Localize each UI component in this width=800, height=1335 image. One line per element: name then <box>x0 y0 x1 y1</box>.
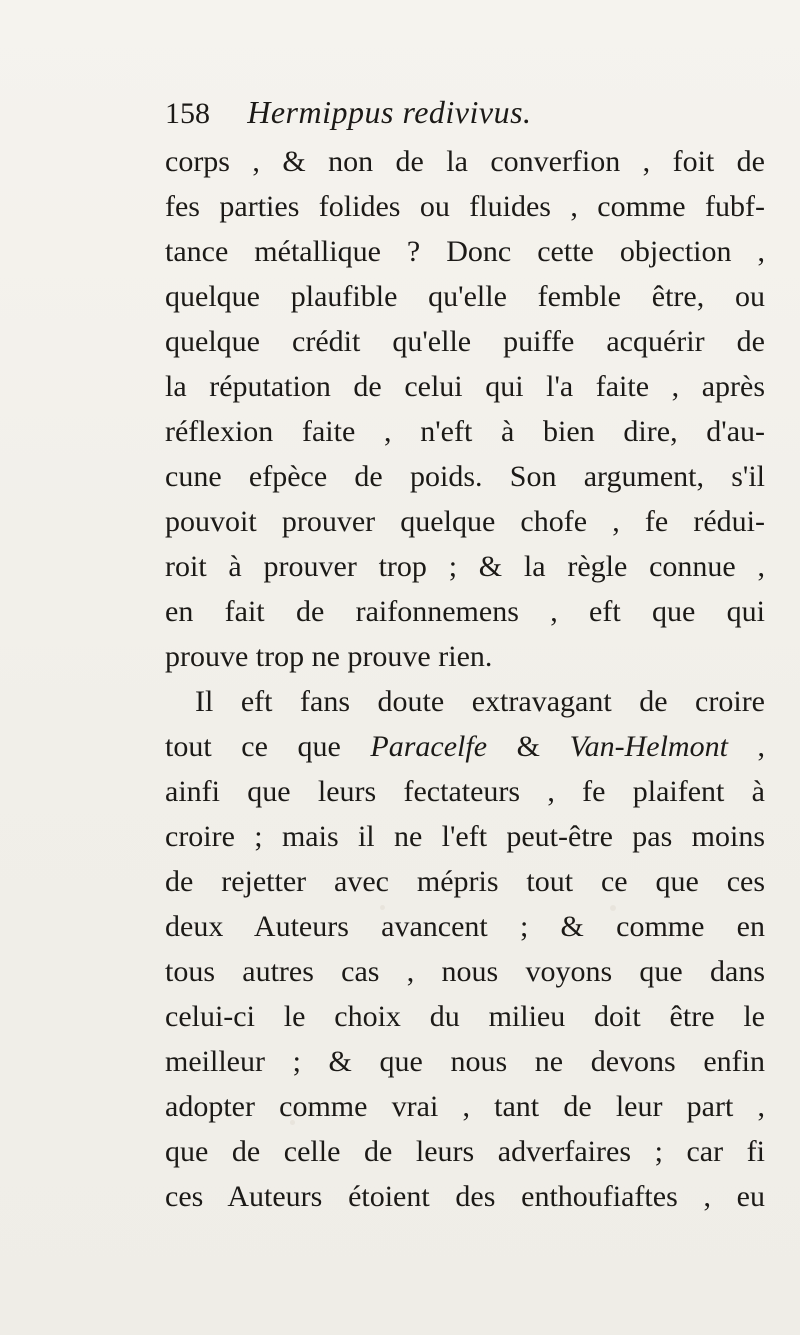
text-fragment: , <box>727 730 765 763</box>
text-fragment: & <box>487 730 570 763</box>
text-line: celui-ci le choix du milieu doit être le <box>165 1000 765 1033</box>
page-number: 158 <box>165 97 210 130</box>
text-line-paragraph-start: Il eft fans doute extravagant de croire <box>195 685 765 718</box>
text-line: tance métallique ? Donc cette objection , <box>165 235 765 268</box>
text-line: ces Auteurs étoient des enthoufiaftes , eu <box>165 1180 765 1213</box>
text-line: meilleur ; & que nous ne devons enfin <box>165 1045 765 1078</box>
text-line: cune efpèce de poids. Son argument, s'il <box>165 460 765 493</box>
name-van-helmont: Van-Helmont <box>569 730 728 763</box>
text-line: que de celle de leurs adverfaires ; car fi <box>165 1135 765 1168</box>
text-fragment: tout ce que <box>165 730 371 763</box>
text-line: en fait de raifonnemens , eft que qui <box>165 595 765 628</box>
text-line: quelque crédit qu'elle puiffe acquérir de <box>165 325 765 358</box>
text-line-mixed <box>165 725 765 769</box>
text-line: ainfi que leurs fectateurs , fe plaifent à <box>165 775 765 808</box>
text-line: la réputation de celui qui l'a faite , après <box>165 370 765 403</box>
text-line: adopter comme vrai , tant de leur part , <box>165 1090 765 1123</box>
running-title: Hermippus redivivus. <box>247 94 532 130</box>
text-line: quelque plaufible qu'elle femble être, ou <box>165 280 765 313</box>
text-line: croire ; mais il ne l'eft peut-être pas moins <box>165 820 765 853</box>
text-line: prouve trop ne prouve rien. <box>165 640 493 673</box>
text-line: roit à prouver trop ; & la règle connue , <box>165 550 765 583</box>
text-line: de rejetter avec mépris tout ce que ces <box>165 865 765 898</box>
text-line: pouvoit prouver quelque chofe , fe rédui- <box>165 505 765 538</box>
name-paracelse: Paracelfe <box>370 730 488 763</box>
text-line: tous autres cas , nous voyons que dans <box>165 955 765 988</box>
text-line: réflexion faite , n'eft à bien dire, d'au- <box>165 415 765 448</box>
text-line: fes parties folides ou fluides , comme fubf- <box>165 190 765 223</box>
text-line: deux Auteurs avancent ; & comme en <box>165 910 765 943</box>
text-line: corps , & non de la converfion , foit de <box>165 145 765 178</box>
